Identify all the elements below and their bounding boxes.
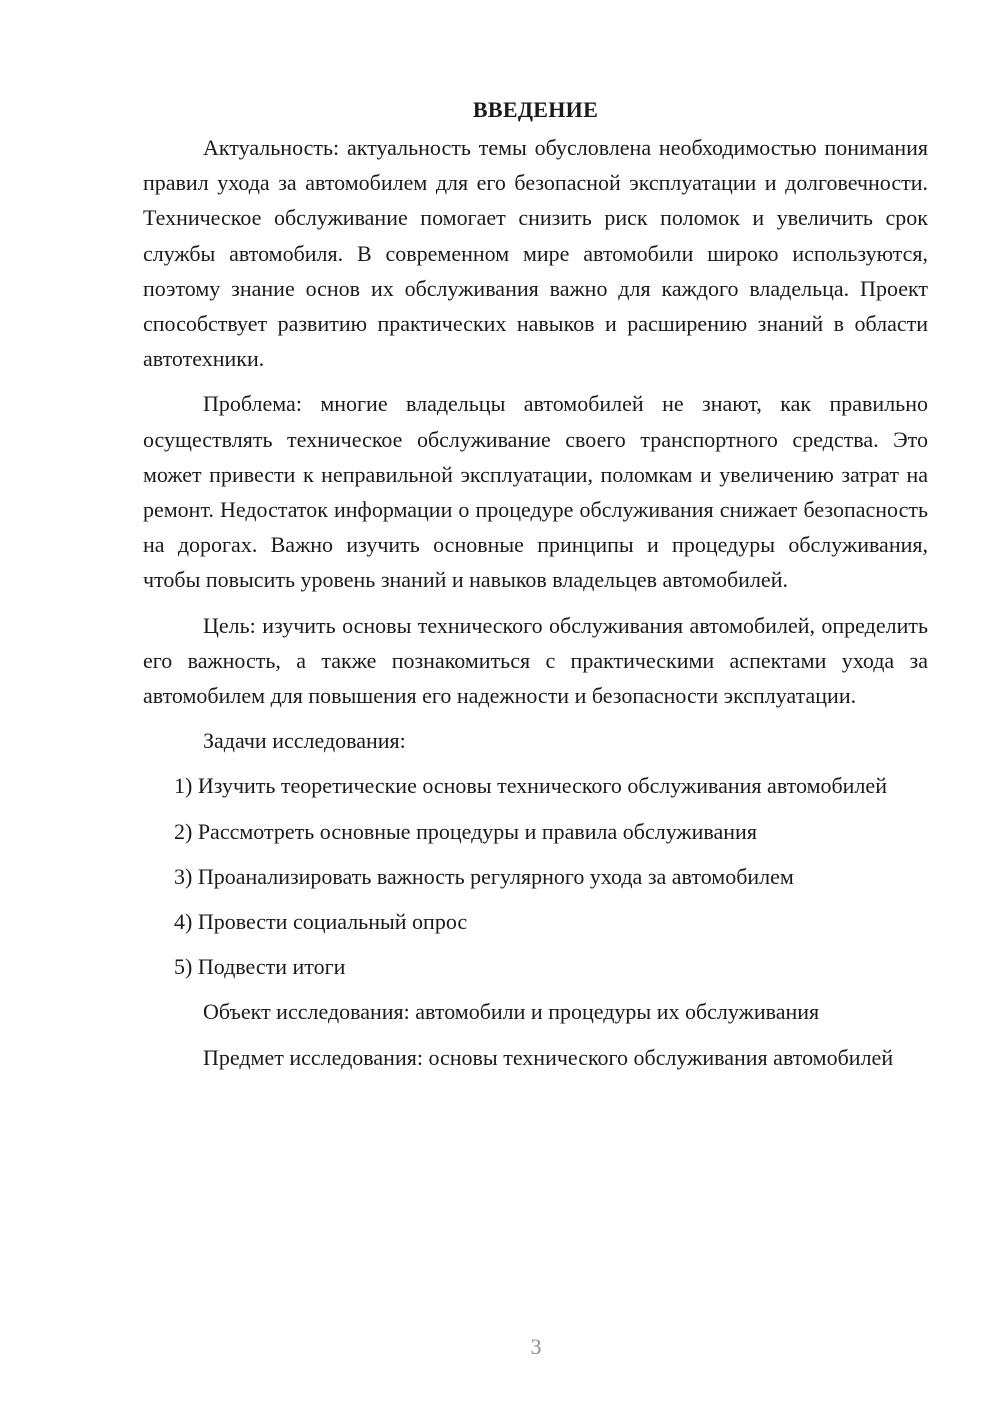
subject-paragraph: Предмет исследования: основы технического обслуживания автомобилей bbox=[203, 1044, 894, 1070]
object-paragraph: Объект исследования: автомобили и процедуры их обслуживания bbox=[203, 999, 820, 1025]
relevance-paragraph: Актуальность: актуальность темы обусловлена необходимостью понимания правил ухода за автомобилем для его безопасной эксплуатации и долговечности. Техническое обслуживание помогает снизить риск поломок и увеличить срок службы автомобиля. В современном мире автомобили широко используются, поэтому знание основ их обслуживания важно для каждого владельца. Проект способствует развитию практических навыков и расширению знаний в области автотехники. bbox=[143, 135, 928, 372]
task-item: 4) Провести социальный опрос bbox=[174, 909, 468, 935]
page-title: ВВЕДЕНИЕ bbox=[472, 97, 599, 122]
task-item: 2) Рассмотреть основные процедуры и правила обслуживания bbox=[174, 818, 757, 844]
task-item: 5) Подвести итоги bbox=[174, 954, 346, 980]
task-item: 1) Изучить теоретические основы технического обслуживания автомобилей bbox=[174, 773, 887, 799]
tasks-title: Задачи исследования: bbox=[203, 728, 406, 754]
problem-paragraph: Проблема: многие владельцы автомобилей не знают, как правильно осуществлять техническое обслуживание своего транспортного средства. Это может привести к неправильной эксплуатации, поломкам и увеличению затрат на ремонт. Недостаток информации о процедуре обслуживания снижает безопасность на дорогах. Важно изучить основные принципы и процедуры обслуживания, чтобы повысить уровень знаний и навыков владельцев автомобилей. bbox=[143, 391, 928, 593]
task-item: 3) Проанализировать важность регулярного ухода за автомобилем bbox=[174, 863, 794, 889]
document-page bbox=[143, 92, 928, 1085]
goal-paragraph: Цель: изучить основы технического обслуживания автомобилей, определить его важность, а также познакомиться с практическими аспектами ухода за автомобилем для повышения его надежности и безопасности эксплуатации. bbox=[143, 612, 928, 709]
page-number: 3 bbox=[530, 1334, 542, 1359]
